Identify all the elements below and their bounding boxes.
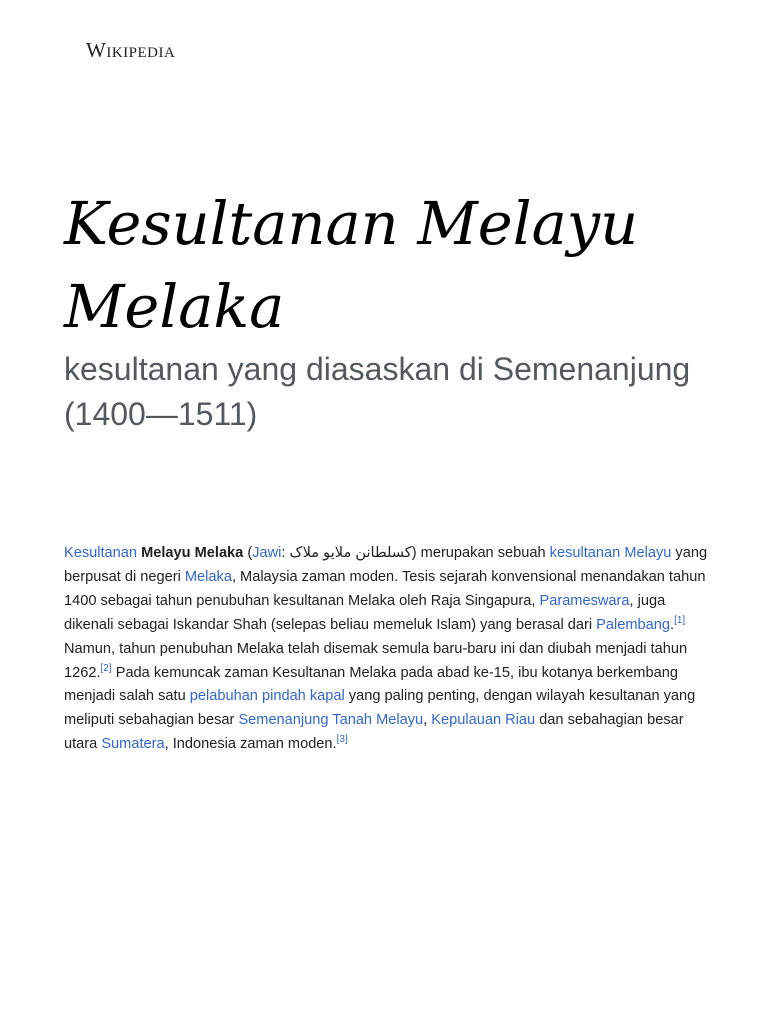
link-sumatera[interactable]: Sumatera — [101, 736, 165, 753]
page-title: Kesultanan Melayu Melaka — [64, 189, 639, 341]
text-segment: , juga dikenali sebagai Iskandar Shah (selepas beliau memeluk Islam) yang berasal dari — [64, 592, 666, 633]
link-kesultanan-melayu[interactable]: kesultanan Melayu — [549, 545, 672, 561]
link-kepulauan-riau[interactable]: Kepulauan Riau — [431, 712, 536, 729]
text-segment: yang paling penting, dengan wilayah kesultanan yang meliputi sebahagian besar — [64, 688, 696, 729]
text-segment: , — [423, 712, 432, 729]
text-segment: : كسلطانن ملايو ملاک) merupakan sebuah — [281, 545, 550, 561]
bold-melayu-melaka: Melayu Melaka — [137, 545, 244, 561]
wikipedia-logo[interactable]: Wikipedia — [86, 38, 176, 62]
reference-3[interactable]: [3] — [336, 734, 348, 746]
link-semenanjung-tanah-melayu[interactable]: Semenanjung Tanah Melayu — [238, 712, 424, 729]
link-parameswara[interactable]: Parameswara — [539, 592, 630, 609]
link-kesultanan[interactable]: Kesultanan — [64, 545, 138, 561]
text-segment: Namun, tahun penubuhan Melaka telah disemak semula baru-baru ini dan diubah menjadi tahun 1262. — [64, 640, 688, 681]
text-segment: , Malaysia zaman moden. Tesis sejarah konvensional menandakan tahun 1400 sebagai tahun penubuhan kesultanan Melaka oleh Raja Singapura, — [64, 568, 706, 609]
text-segment: , Indonesia zaman moden. — [164, 736, 337, 753]
text-segment: yang berpusat di negeri — [64, 545, 708, 585]
reference-2[interactable]: [2] — [100, 662, 112, 674]
text-segment: ( — [243, 545, 253, 561]
reference-1[interactable]: [1] — [674, 614, 686, 626]
link-palembang[interactable]: Palembang — [596, 616, 670, 633]
page-subtitle: kesultanan yang diasaskan di Semenanjung (1400—1511) — [64, 351, 691, 432]
intro-paragraph — [64, 542, 708, 757]
link-melaka[interactable]: Melaka — [184, 568, 232, 585]
link-jawi[interactable]: Jawi — [252, 545, 282, 561]
link-pelabuhan-pindah-kapal[interactable]: pelabuhan pindah kapal — [189, 688, 345, 705]
text-segment: dan sebahagian besar utara — [64, 712, 684, 753]
text-segment: Pada kemuncak zaman Kesultanan Melaka pada abad ke-15, ibu kotanya berkembang menjadi salah satu — [64, 664, 678, 705]
text-segment: . — [670, 616, 675, 633]
